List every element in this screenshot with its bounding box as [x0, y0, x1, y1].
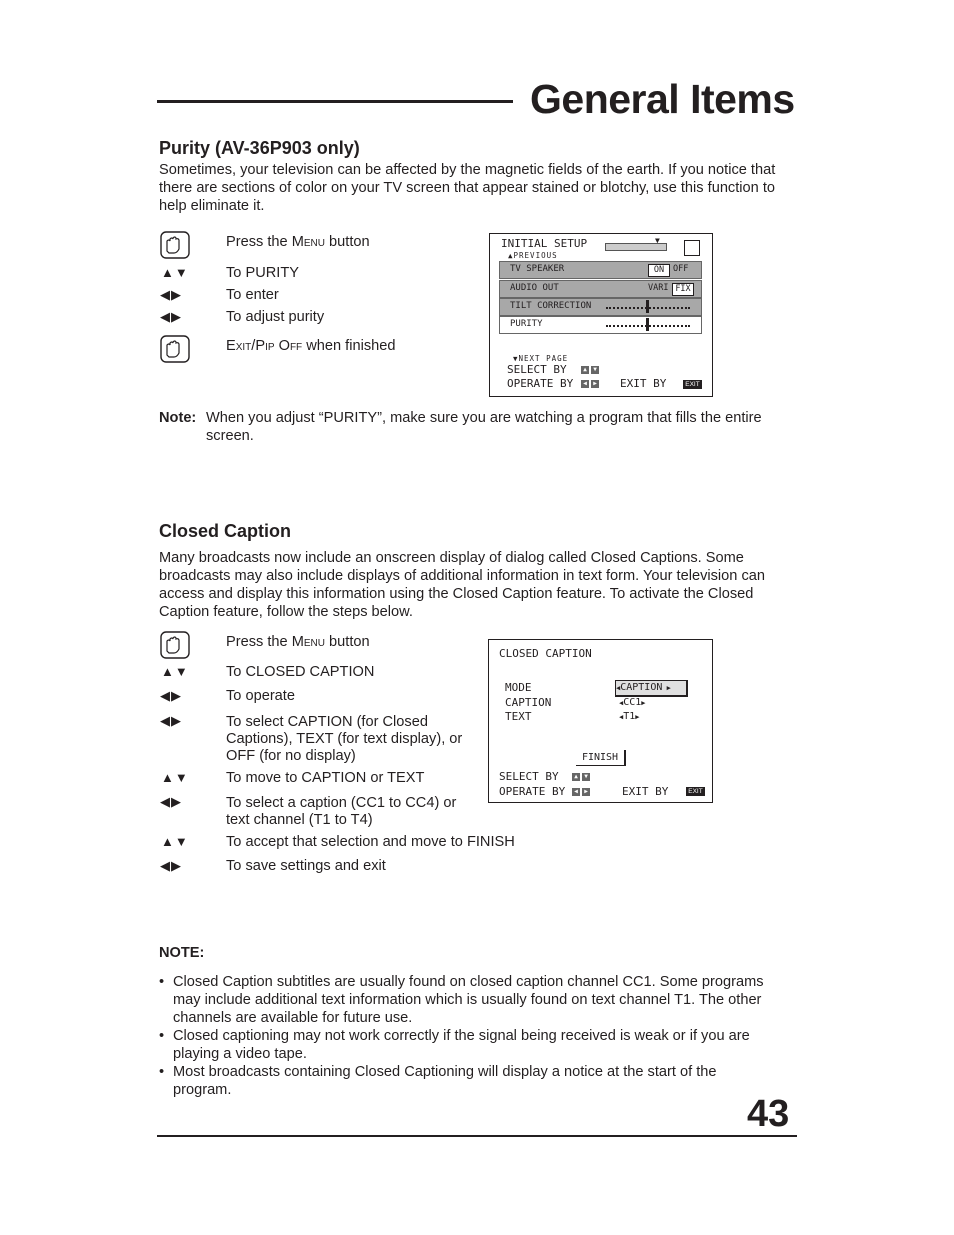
- left-right-arrows-icon: ◀▶: [160, 287, 182, 302]
- left-arrow-icon: ◀: [581, 380, 589, 388]
- note-item: Closed Caption subtitles are usually found on closed caption channel CC1. Some programs may include additional text information which is usually found on text channel T1. The other channels are available for future use.: [173, 974, 764, 1026]
- osd-exit-by: EXIT BY: [620, 377, 667, 390]
- left-right-arrows-icon: ◀▶: [160, 309, 182, 324]
- osd-previous: ▲PREVIOUS: [508, 251, 558, 260]
- cc-step-3: To operate: [226, 688, 295, 704]
- osd-title: CLOSED CAPTION: [499, 647, 592, 660]
- purity-slider-thumb[interactable]: [646, 318, 649, 331]
- purity-step-4: To adjust purity: [226, 309, 325, 325]
- closed-caption-intro: Many broadcasts now include an onscreen display of dialog called Closed Captions. Some broadcasts may also include displays of additional information in text form. Your television can access and display this information using the Closed Caption feature. To activate the Closed Caption feature, follow the steps below.: [159, 550, 765, 620]
- menu-row-tv-speaker[interactable]: TV SPEAKER ON OFF: [499, 261, 702, 279]
- remote-button-icon: [160, 631, 190, 659]
- left-right-arrows-icon: ◀▶: [160, 688, 182, 703]
- purity-heading: Purity (AV-36P903 only): [159, 138, 360, 158]
- up-arrow-icon: ▲: [572, 773, 580, 781]
- up-down-arrows-icon: ▲▼: [161, 664, 189, 679]
- note-label: Note:: [159, 410, 197, 426]
- cc-step-7: To accept that selection and move to FINISH: [226, 834, 515, 850]
- purity-step-5: Exit/Pip Off when finished: [226, 338, 396, 354]
- note-item: Closed captioning may not work correctly if the signal being received is weak or if you are playing a video tape.: [173, 1028, 750, 1062]
- purity-note: When you adjust “PURITY”, make sure you are watching a program that fills the entire screen.: [206, 410, 762, 444]
- down-arrow-icon: ▼: [582, 773, 590, 781]
- page-title: General Items: [530, 76, 795, 122]
- purity-step-1: Press the Menu button: [226, 234, 370, 250]
- caption-label: CAPTION: [505, 696, 552, 709]
- osd-operate-by: OPERATE BY: [507, 377, 574, 390]
- finish-button[interactable]: FINISH: [576, 750, 626, 766]
- closed-caption-osd: [488, 639, 713, 803]
- caption-selector[interactable]: ◀CC1▶: [619, 697, 646, 708]
- right-arrow-icon: ▶: [591, 380, 599, 388]
- cc-step-1: Press the Menu button: [226, 634, 370, 650]
- cc-step-4: To select CAPTION (for Closed Captions), TEXT (for text display), or OFF (for no display): [226, 714, 463, 764]
- cc-step-5: To move to CAPTION or TEXT: [226, 770, 425, 786]
- up-down-arrows-icon: ▲▼: [161, 265, 189, 280]
- osd-select-by: SELECT BY: [507, 363, 567, 376]
- down-arrow-icon: ▼: [591, 366, 599, 374]
- left-right-arrows-icon: ◀▶: [160, 794, 182, 809]
- purity-intro: Sometimes, your television can be affected by the magnetic fields of the earth. If you notice that there are sections of color on your TV screen that appear stained or blotchy, use this function to help eliminate it.: [159, 162, 776, 214]
- left-right-arrows-icon: ◀▶: [160, 713, 182, 728]
- cc-step-2: To CLOSED CAPTION: [226, 664, 375, 680]
- mode-selector[interactable]: ◀CAPTION ▶: [615, 680, 688, 697]
- header-rule: [157, 100, 513, 103]
- right-arrow-icon: ▶: [582, 788, 590, 796]
- page-number: 43: [747, 1093, 790, 1135]
- page-marker-icon: ▼: [655, 236, 660, 245]
- cc-step-6: To select a caption (CC1 to CC4) or text channel (T1 to T4): [226, 795, 457, 828]
- menu-row-tilt-correction[interactable]: TILT CORRECTION: [499, 298, 702, 316]
- footer-rule: [157, 1135, 797, 1137]
- left-right-arrows-icon: ◀▶: [160, 858, 182, 873]
- bullet-icon: •: [159, 974, 165, 990]
- note-item: Most broadcasts containing Closed Captioning will display a notice at the start of the program.: [173, 1064, 717, 1098]
- mode-label: MODE: [505, 681, 532, 694]
- purity-step-3: To enter: [226, 287, 279, 303]
- text-label: TEXT: [505, 710, 532, 723]
- osd-operate-by: OPERATE BY: [499, 785, 566, 798]
- exit-icon: EXIT: [686, 787, 705, 796]
- left-arrow-icon: ◀: [572, 788, 580, 796]
- osd-select-by: SELECT BY: [499, 770, 559, 783]
- osd-exit-by: EXIT BY: [622, 785, 669, 798]
- up-arrow-icon: ▲: [581, 366, 589, 374]
- closed-caption-heading: Closed Caption: [159, 521, 292, 541]
- remote-button-icon: [160, 231, 190, 259]
- menu-row-purity[interactable]: PURITY: [499, 316, 702, 334]
- purity-step-2: To PURITY: [226, 265, 299, 281]
- tilt-slider-thumb[interactable]: [646, 300, 649, 313]
- remote-button-icon: [160, 335, 190, 363]
- remote-button-icon: [684, 240, 700, 256]
- up-down-arrows-icon: ▲▼: [161, 770, 189, 785]
- text-selector[interactable]: ◀T1▶: [619, 711, 640, 722]
- menu-row-audio-out[interactable]: AUDIO OUT VARI FIX: [499, 280, 702, 298]
- exit-icon: EXIT: [683, 380, 702, 389]
- osd-next-page: ▼NEXT PAGE: [513, 354, 569, 363]
- notes-heading: NOTE:: [159, 945, 205, 961]
- up-down-arrows-icon: ▲▼: [161, 834, 189, 849]
- cc-step-8: To save settings and exit: [226, 858, 386, 874]
- bullet-icon: •: [159, 1064, 165, 1080]
- initial-setup-osd: [489, 233, 713, 397]
- bullet-icon: •: [159, 1028, 165, 1044]
- osd-title: INITIAL SETUP: [501, 237, 588, 250]
